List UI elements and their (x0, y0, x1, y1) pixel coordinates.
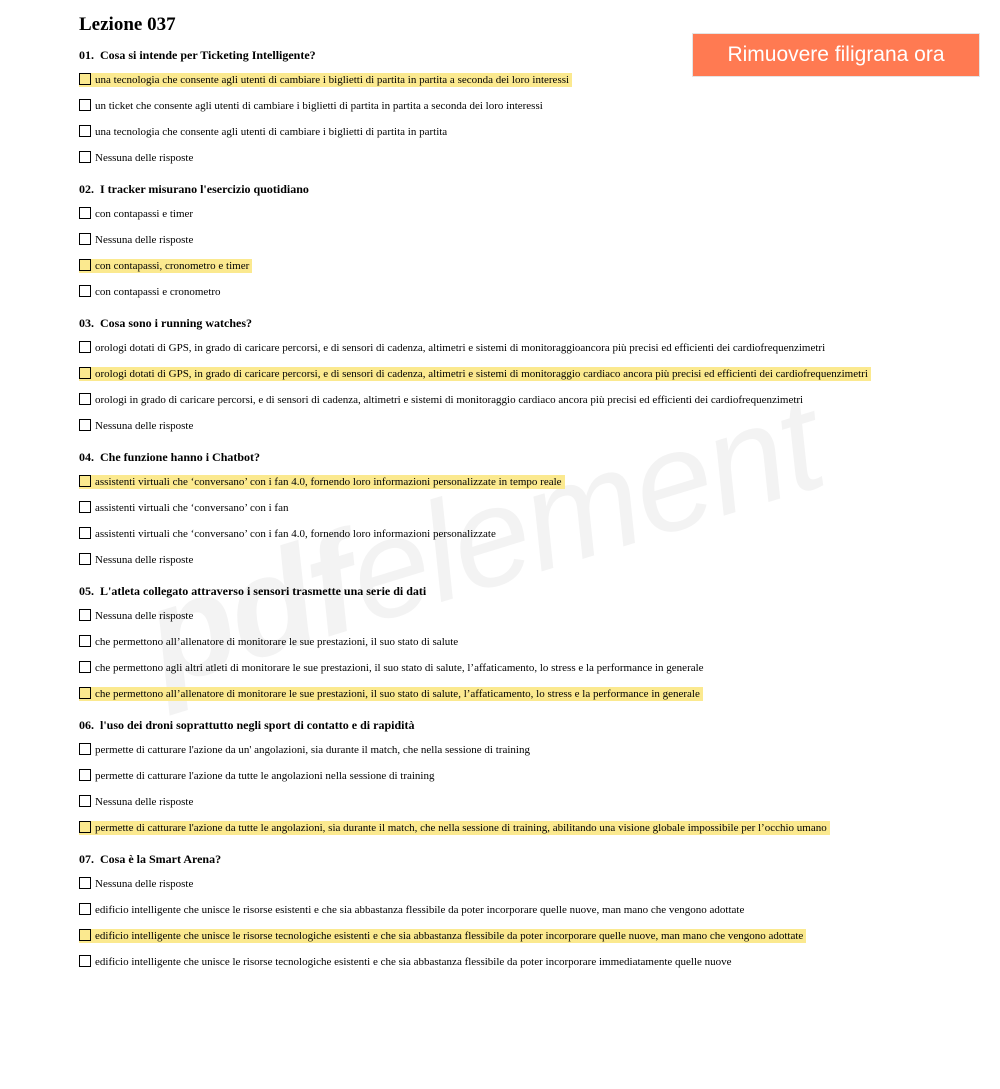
question-title (79, 850, 959, 868)
answer-body (79, 904, 744, 916)
answer-checkbox[interactable] (79, 903, 91, 915)
answer-body (79, 554, 193, 566)
answer-checkbox[interactable] (79, 207, 91, 219)
answer-text: che permettono all’allenatore di monitorare le sue prestazioni, il suo stato di salute (95, 636, 459, 648)
question-text: Cosa si intende per Ticketing Intelligente? (100, 48, 316, 62)
answer-body (79, 286, 221, 298)
answer-text: edificio intelligente che unisce le risorse tecnologiche esistenti e che sia abbastanza flessibile da poter incorporare immediatamente quelle nuove (95, 956, 732, 968)
answer-checkbox[interactable] (79, 877, 91, 889)
answer-checkbox[interactable] (79, 929, 91, 941)
question-3 (79, 314, 959, 434)
answer-option (79, 418, 959, 434)
answer-text: un ticket che consente agli utenti di cambiare i biglietti di partita in partita a seconda dei loro interessi (95, 100, 543, 112)
answer-text: con contapassi e cronometro (95, 286, 221, 298)
question-number: 06. (79, 718, 94, 732)
answer-option (79, 526, 959, 542)
answer-text: una tecnologia che consente agli utenti di cambiare i biglietti di partita in partita (95, 126, 448, 138)
answer-text: edificio intelligente che unisce le risorse esistenti e che sia abbastanza flessibile da poter incorporare quelle nuove, man mano che vengono adottate (95, 904, 745, 916)
answer-text: permette di catturare l'azione da un' angolazioni, sia durante il match, che nella sessione di training (95, 744, 530, 756)
answer-body (79, 770, 435, 782)
answer-checkbox[interactable] (79, 795, 91, 807)
answer-checkbox[interactable] (79, 527, 91, 539)
answer-text: Nessuna delle risposte (95, 420, 194, 432)
answer-body (79, 528, 496, 540)
page-title: Lezione 037 (79, 14, 176, 35)
answer-checkbox[interactable] (79, 553, 91, 565)
answer-option (79, 72, 959, 88)
answer-option (79, 928, 959, 944)
question-4 (79, 448, 959, 568)
question-title (79, 314, 959, 332)
question-1 (79, 46, 959, 166)
answer-body (79, 208, 193, 220)
answer-checkbox[interactable] (79, 73, 91, 85)
highlighted-answer (79, 73, 572, 87)
question-number: 01. (79, 48, 94, 62)
answer-option (79, 876, 959, 892)
answer-option (79, 474, 959, 490)
question-title (79, 448, 959, 466)
question-title (79, 180, 959, 198)
question-number: 03. (79, 316, 94, 330)
answer-text: con contapassi e timer (95, 208, 194, 220)
answer-text: assistenti virtuali che ‘conversano’ con i fan 4.0, fornendo loro informazioni personalizzate (95, 528, 496, 540)
answer-option (79, 258, 959, 274)
answer-checkbox[interactable] (79, 233, 91, 245)
question-text: l'uso dei droni soprattutto negli sport di contatto e di rapidità (100, 718, 415, 732)
answer-checkbox[interactable] (79, 419, 91, 431)
answer-checkbox[interactable] (79, 687, 91, 699)
answer-body (79, 956, 732, 968)
answer-checkbox[interactable] (79, 99, 91, 111)
answer-checkbox[interactable] (79, 661, 91, 673)
answer-text: che permettono all’allenatore di monitorare le sue prestazioni, il suo stato di salute, l’affaticamento, lo stress e la performance in generale (95, 688, 700, 700)
remove-watermark-button[interactable]: Rimuovere filigrana ora (692, 33, 980, 77)
answer-option (79, 820, 959, 836)
answer-body (79, 796, 193, 808)
question-7 (79, 850, 959, 970)
answer-checkbox[interactable] (79, 341, 91, 353)
answer-option (79, 686, 959, 702)
answer-body (79, 878, 193, 890)
answer-option (79, 500, 959, 516)
answer-text: permette di catturare l'azione da tutte le angolazioni, sia durante il match, che nella sessione di training, abilitando una visione globale impossibile per l’occhio umano (95, 822, 827, 834)
answer-text: che permettono agli altri atleti di monitorare le sue prestazioni, il suo stato di salute, l’affaticamento, lo stress e la performance in generale (95, 662, 704, 674)
question-text: Cosa sono i running watches? (100, 316, 253, 330)
answer-text: Nessuna delle risposte (95, 610, 194, 622)
answer-option (79, 366, 959, 382)
question-5 (79, 582, 959, 702)
question-title (79, 582, 959, 600)
answer-option (79, 660, 959, 676)
answer-text: orologi dotati di GPS, in grado di caricare percorsi, e di sensori di cadenza, altimetri e sistemi di monitoraggio cardiaco ancora più precisi ed efficienti dei cardiofrequenzimetri (95, 368, 868, 380)
answer-body (79, 420, 193, 432)
question-number: 04. (79, 450, 94, 464)
highlighted-answer (79, 821, 830, 835)
answer-option (79, 742, 959, 758)
answer-option (79, 392, 959, 408)
answer-body (79, 502, 288, 514)
question-text: L'atleta collegato attraverso i sensori trasmette una serie di dati (100, 584, 427, 598)
answer-text: Nessuna delle risposte (95, 234, 194, 246)
answer-checkbox[interactable] (79, 743, 91, 755)
answer-checkbox[interactable] (79, 259, 91, 271)
answer-option (79, 150, 959, 166)
answer-option (79, 608, 959, 624)
answer-body (79, 394, 803, 406)
answer-text: Nessuna delle risposte (95, 878, 194, 890)
question-number: 02. (79, 182, 94, 196)
answer-checkbox[interactable] (79, 635, 91, 647)
question-2 (79, 180, 959, 300)
answer-text: Nessuna delle risposte (95, 554, 194, 566)
answer-body (79, 100, 543, 112)
answer-option (79, 206, 959, 222)
question-text: I tracker misurano l'esercizio quotidiano (100, 182, 309, 196)
answer-option (79, 954, 959, 970)
answer-body (79, 152, 193, 164)
answer-body (79, 610, 193, 622)
answer-checkbox[interactable] (79, 285, 91, 297)
answer-checkbox[interactable] (79, 501, 91, 513)
answer-checkbox[interactable] (79, 609, 91, 621)
answer-text: una tecnologia che consente agli utenti di cambiare i biglietti di partita in partita a seconda dei loro interessi (95, 74, 570, 86)
answer-text: permette di catturare l'azione da tutte le angolazioni nella sessione di training (95, 770, 435, 782)
answer-body (79, 744, 530, 756)
answer-option (79, 552, 959, 568)
answer-checkbox[interactable] (79, 475, 91, 487)
question-6 (79, 716, 959, 836)
question-text: Che funzione hanno i Chatbot? (100, 450, 261, 464)
answer-body (79, 636, 458, 648)
answer-text: assistenti virtuali che ‘conversano’ con i fan (95, 502, 289, 514)
answer-checkbox[interactable] (79, 393, 91, 405)
answer-checkbox[interactable] (79, 367, 91, 379)
answer-text: con contapassi, cronometro e timer (95, 260, 250, 272)
question-number: 07. (79, 852, 94, 866)
quiz-list (79, 46, 959, 984)
answer-option (79, 634, 959, 650)
answer-body (79, 662, 704, 674)
answer-checkbox[interactable] (79, 821, 91, 833)
answer-checkbox[interactable] (79, 769, 91, 781)
highlighted-answer (79, 475, 565, 489)
answer-text: orologi in grado di caricare percorsi, e di sensori di cadenza, altimetri e sistemi di monitoraggio cardiaco ancora più precisi ed efficienti dei cardiofrequenzimetri (95, 394, 804, 406)
answer-option (79, 284, 959, 300)
answer-option (79, 794, 959, 810)
answer-text: Nessuna delle risposte (95, 152, 194, 164)
answer-text: Nessuna delle risposte (95, 796, 194, 808)
answer-checkbox[interactable] (79, 151, 91, 163)
answer-text: assistenti virtuali che ‘conversano’ con i fan 4.0, fornendo loro informazioni personalizzate in tempo reale (95, 476, 562, 488)
answer-text: orologi dotati di GPS, in grado di caricare percorsi, e di sensori di cadenza, altimetri e sistemi di monitoraggioancora più precisi ed efficienti dei cardiofrequenzimetri (95, 342, 826, 354)
question-title (79, 716, 959, 734)
answer-body (79, 342, 825, 354)
highlighted-answer (79, 367, 871, 381)
answer-option (79, 232, 959, 248)
highlighted-answer (79, 929, 806, 943)
highlighted-answer (79, 259, 252, 273)
question-title (79, 46, 959, 64)
highlighted-answer (79, 687, 703, 701)
answer-option (79, 340, 959, 356)
answer-text: edificio intelligente che unisce le risorse tecnologiche esistenti e che sia abbastanza flessibile da poter incorporare quelle nuove, man mano che vengono adottate (95, 930, 804, 942)
answer-checkbox[interactable] (79, 125, 91, 137)
answer-option (79, 124, 959, 140)
question-number: 05. (79, 584, 94, 598)
answer-body (79, 234, 193, 246)
answer-option (79, 98, 959, 114)
answer-body (79, 126, 447, 138)
answer-option (79, 902, 959, 918)
answer-option (79, 768, 959, 784)
answer-checkbox[interactable] (79, 955, 91, 967)
question-text: Cosa è la Smart Arena? (100, 852, 222, 866)
